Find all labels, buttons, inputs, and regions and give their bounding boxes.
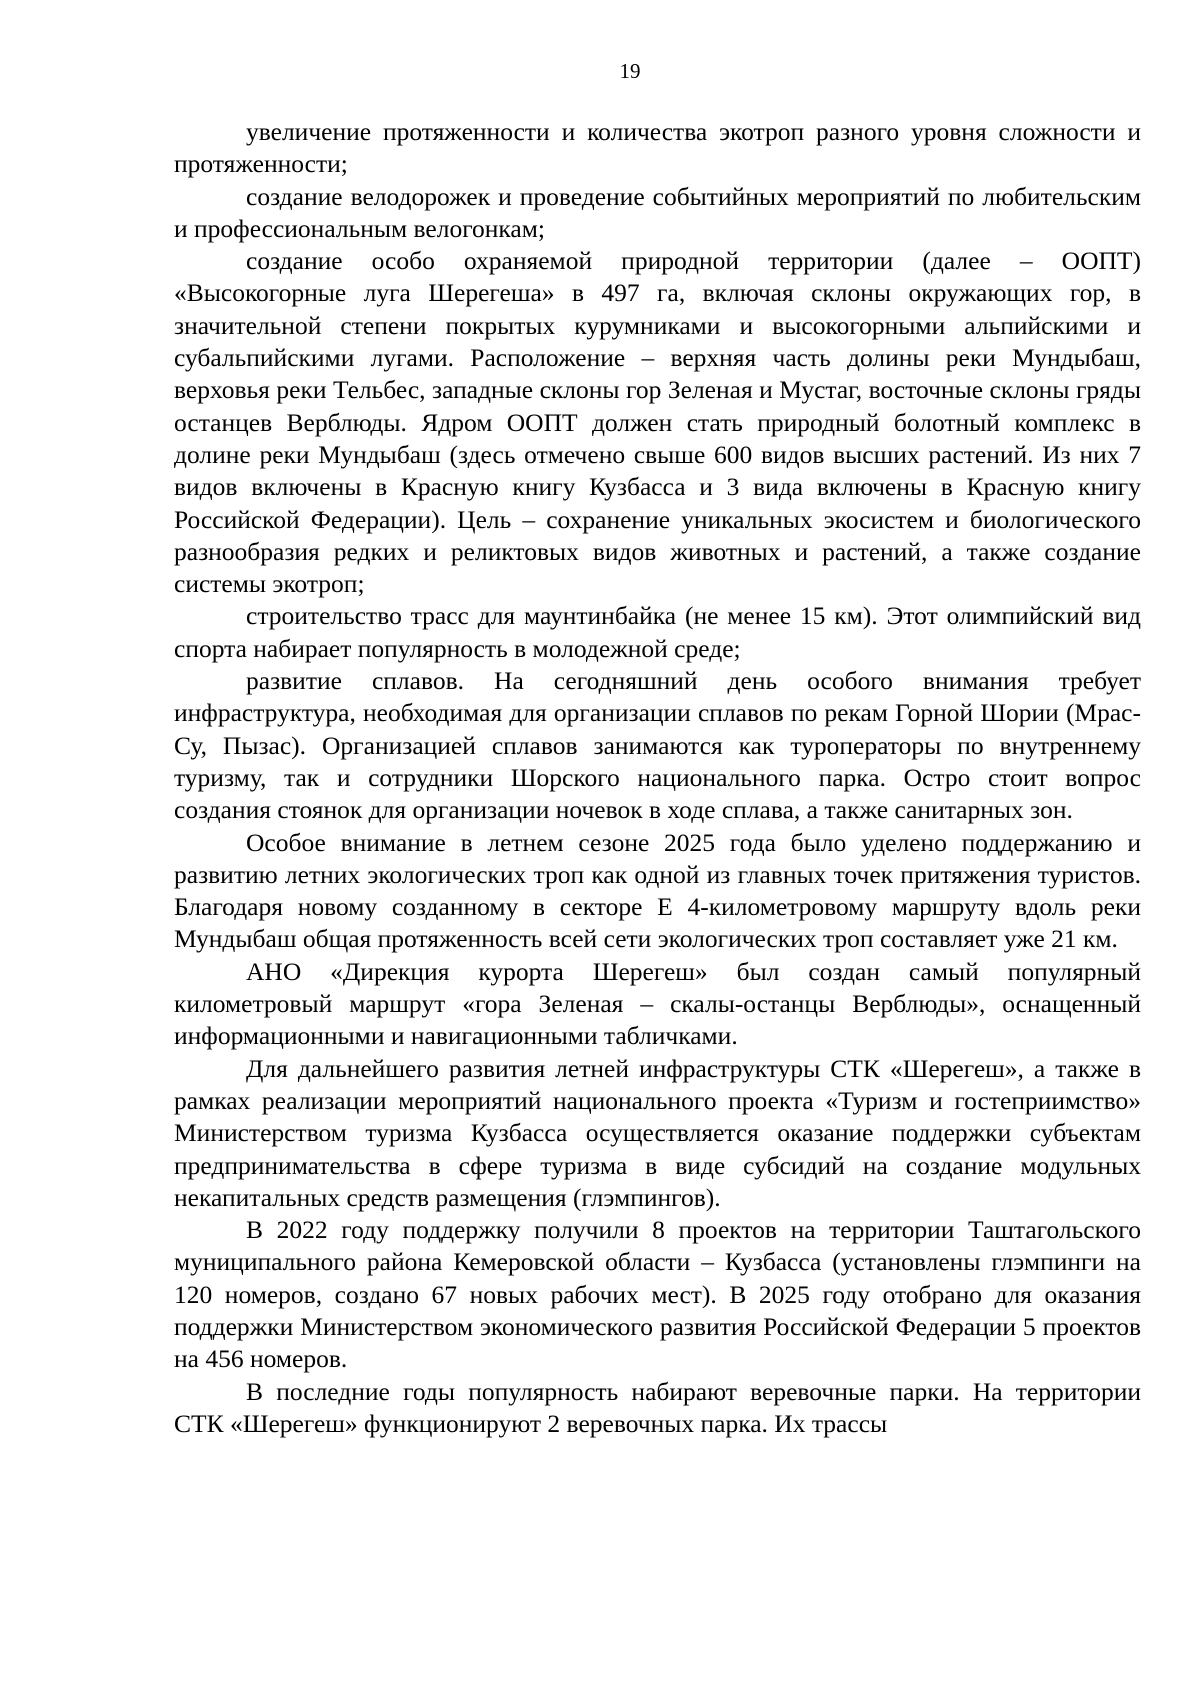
document-body xyxy=(174,116,1141,1440)
paragraph-bike-paths: создание велодорожек и проведение событийных мероприятий по любительским и профессиональным велогонкам; xyxy=(174,181,1141,243)
paragraph-infrastructure: Для дальнейшего развития летней инфраструктуры СТК «Шерегеш», а также в рамках реализации мероприятий национального проекта «Туризм и гостеприимство» Министерством туризма Кузбасса осуществляется оказание поддержки субъектам предпринимательства в сфере туризма в виде субсидий на создание модульных некапитальных средств размещения (глэмпингов). xyxy=(174,1053,1141,1212)
page-number: 19 xyxy=(619,59,641,83)
paragraph-rope-parks: В последние годы популярность набирают веревочные парки. На территории СТК «Шерегеш» функционируют 2 веревочных парка. Их трассы xyxy=(174,1376,1141,1438)
paragraph-protected-area: создание особо охраняемой природной территории (далее – ООПТ) «Высокогорные луга Шерегеша» в 497 га, включая склоны окружающих гор, в значительной степени покрытых курумниками и высокогорными альпийскими и субальпийскими лугами. Расположение – верхняя часть долины реки Мундыбаш, верховья реки Тельбес, западные склоны гор Зеленая и Мустаг, восточные склоны гряды останцев Верблюды. Ядром ООПТ должен стать природный болотный комплекс в долине реки Мундыбаш (здесь отмечено свыше 600 видов высших растений. Из них 7 видов включены в Красную книгу Кузбасса и 3 вида включены в Красную книгу Российской Федерации). Цель – сохранение уникальных экосистем и биологического разнообразия редких и реликтовых видов животных и растений, а также создание системы экотроп; xyxy=(174,246,1141,599)
paragraph-route: АНО «Дирекция курорта Шерегеш» был создан самый популярный километровый маршрут «гора Зеленая – скалы-останцы Верблюды», оснащенный информационными и навигационными табличками. xyxy=(174,956,1141,1051)
paragraph-summer-season: Особое внимание в летнем сезоне 2025 года было уделено поддержанию и развитию летних экологических троп как одной из главных точек притяжения туристов. Благодаря новому созданному в секторе Е 4-километровому маршруту вдоль реки Мундыбаш общая протяженность всей сети экологических троп составляет уже 21 км. xyxy=(174,827,1141,954)
paragraph-rafting: развитие сплавов. На сегодняшний день особого внимания требует инфраструктура, необходимая для организации сплавов по рекам Горной Шории (Мрас-Су, Пызас). Организацией сплавов занимаются как туроператоры по внутреннему туризму, так и сотрудники Шорского национального парка. Остро стоит вопрос создания стоянок для организации ночевок в ходе сплава, а также санитарных зон. xyxy=(174,666,1141,825)
paragraph-ecotrails: увеличение протяженности и количества экотроп разного уровня сложности и протяженности; xyxy=(174,117,1141,179)
paragraph-mountainbike: строительство трасс для маунтинбайка (не менее 15 км). Этот олимпийский вид спорта набирает популярность в молодежной среде; xyxy=(174,601,1141,663)
paragraph-glamping: В 2022 году поддержку получили 8 проектов на территории Таштагольского муниципального района Кемеровской области – Кузбасса (установлены глэмпинги на 120 номеров, создано 67 новых рабочих мест). В 2025 году отобрано для оказания поддержки Министерством экономического развития Российской Федерации 5 проектов на 456 номеров. xyxy=(174,1215,1141,1374)
